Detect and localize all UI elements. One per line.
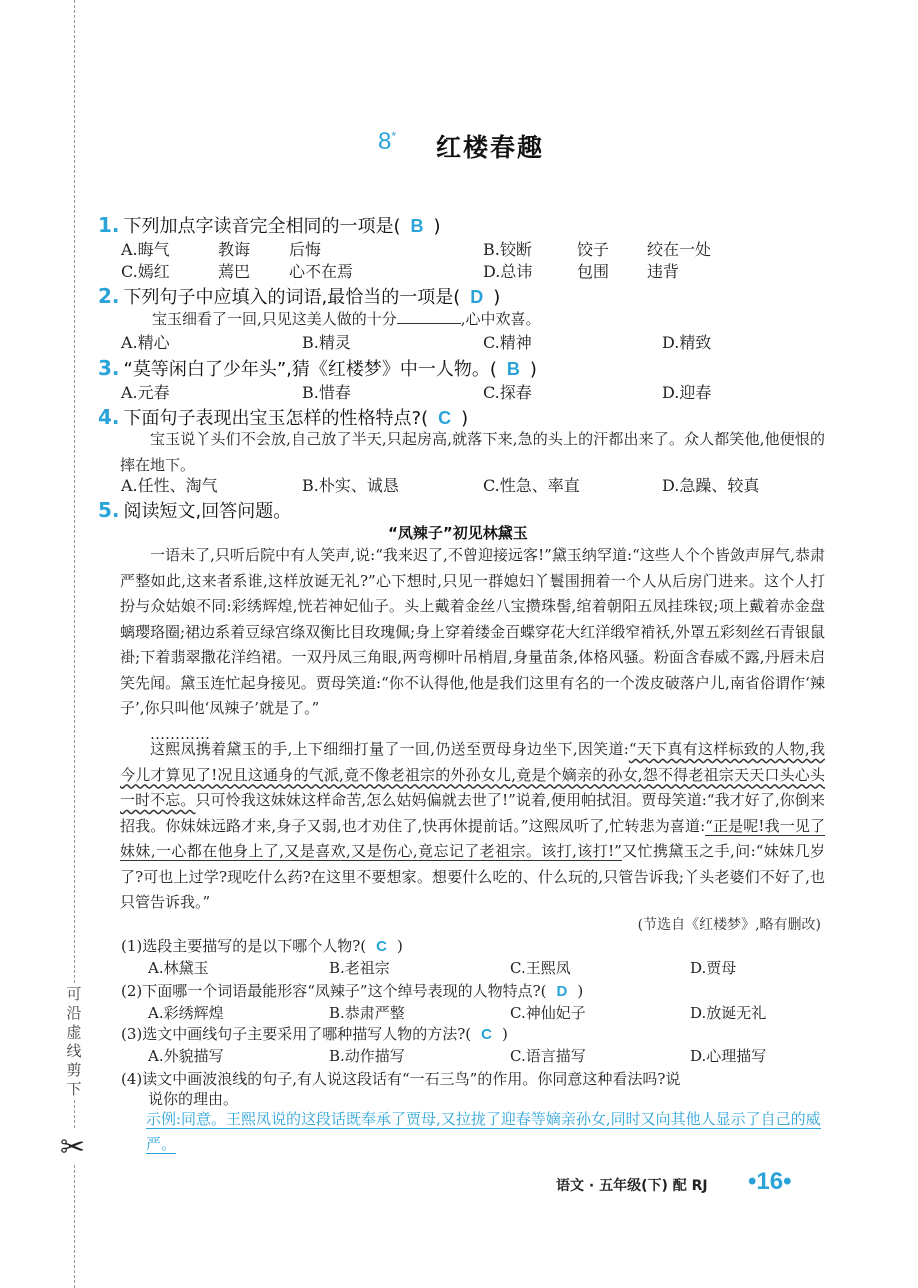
q1-option-b-2: 饺子 xyxy=(577,240,610,259)
ellipsis: ………… xyxy=(150,724,210,743)
wavy-underlined-text: “天下真有这样标致的人物,我今儿才算见了!况且这通身的气派,竟不像老祖宗的外孙女儿,竟是个嫡亲的孙女,怨不得老祖宗天天口头心头一时不忘。 xyxy=(120,740,825,809)
q3-option-b: B.惜春 xyxy=(302,383,351,402)
answer-sub3: C xyxy=(481,1026,492,1043)
q1-option-d-2: 包围 xyxy=(577,262,610,281)
cut-label: 可沿虚线剪下 xyxy=(62,985,86,1099)
q1-option-a-3: 后悔 xyxy=(289,240,322,259)
q2-option-c: C.精神 xyxy=(483,333,532,352)
underlined-text: “正是呢!我一见了妹妹,一心都在他身上了,又是喜欢,又是伤心,竟忘记了老祖宗。该打,该打!” xyxy=(120,816,825,860)
subquestion-4: (4)读文中画波浪线的句子,有人说这段话有“一石三鸟”的作用。你同意这种看法吗?说 xyxy=(121,1070,681,1088)
lesson-number: 8* xyxy=(378,128,397,155)
q2-sentence: 宝玉细看了一回,只见这美人做的十分 ,心中欢喜。 xyxy=(152,310,541,328)
q1-option-d-3: 违背 xyxy=(647,262,680,281)
subquestion-4-cont: 说你的理由。 xyxy=(148,1090,239,1108)
story-paragraph-2: 这熙凤携着黛玉的手,上下细细打量了一回,仍送至贾母身边坐下,因笑道:“天下真有这样标致的人物,我今儿才算见了!况且这通身的气派,竟不像老祖宗的外孙女儿,竟是个嫡亲的孙女,怨不得老祖宗天天口头心头一时不忘。只可怜我这妹妹这样命苦,怎么姑妈偏就去世了!”说着,便用帕拭泪。贾母笑道:“我才好了,你倒来招我。你妹妹远路才来,身子又弱,也才劝住了,快再休提前话。”这熙凤听了,忙转悲为喜道:“正是呢!我一见了妹妹,一心都在他身上了,又是喜欢,又是伤心,竟忘记了老祖宗。该打,该打!”又忙携黛玉之手,问:“妹妹几岁了?可也上过学?现吃什么药?在这里不要想家。想要什么吃的、什么玩的,只管告诉我;丫头老婆们不好了,也只管告诉我。” xyxy=(120,740,825,911)
answer-sub1: C xyxy=(376,938,387,955)
q3-option-d: D.迎春 xyxy=(662,383,712,402)
q3-option-a: A.元春 xyxy=(121,383,170,402)
answer-q1: B xyxy=(410,216,424,236)
q2-option-d: D.精致 xyxy=(662,333,712,352)
source-note: (节选自《红楼梦》,略有删改) xyxy=(637,917,821,933)
q1-option-c: C.嫣红 xyxy=(121,262,170,281)
lesson-title: 红楼春趣 xyxy=(436,133,545,162)
answer-sub2: D xyxy=(556,983,568,1000)
question-5: 5. 阅读短文,回答问题。 xyxy=(98,498,292,522)
q1-option-b-3: 绞在一处 xyxy=(647,240,712,259)
q1-option-a-2: 教诲 xyxy=(218,240,251,259)
subquestion-2: (2)下面哪一个词语最能形容“凤辣子”这个绰号表现的人物特点?( D ) xyxy=(121,982,584,1000)
sub3-option-d: D.心理描写 xyxy=(690,1047,767,1065)
sub3-option-c: C.语言描写 xyxy=(510,1047,586,1065)
sub1-option-c: C.王熙凤 xyxy=(510,959,571,977)
sub3-option-b: B.动作描写 xyxy=(329,1047,405,1065)
q1-option-c-2: 蔫巴 xyxy=(218,262,251,281)
scissors-icon: ✂ xyxy=(60,1130,86,1165)
q3-option-c: C.探春 xyxy=(483,383,532,402)
sub1-option-d: D.贾母 xyxy=(690,959,737,977)
question-2: 2. 下列句子中应填入的词语,最恰当的一项是( D ) xyxy=(98,284,501,308)
sub1-option-a: A.林黛玉 xyxy=(148,959,209,977)
subquestion-3: (3)选文中画线句子主要采用了哪种描写人物的方法?( C ) xyxy=(121,1025,508,1043)
subquestion-1: (1)选段主要描写的是以下哪个人物?( C ) xyxy=(121,937,403,955)
q1-option-a: A.晦气 xyxy=(121,240,170,259)
story-title: “凤辣子”初见林黛玉 xyxy=(388,524,528,542)
q4-option-d: D.急躁、较真 xyxy=(662,476,760,495)
question-4: 4. 下面句子表现出宝玉怎样的性格特点?( C ) xyxy=(98,405,469,429)
q2-option-b: B.精灵 xyxy=(302,333,351,352)
answer-q2: D xyxy=(470,287,484,307)
sub1-option-b: B.老祖宗 xyxy=(329,959,390,977)
q4-option-b: B.朴实、诚恳 xyxy=(302,476,399,495)
q1-option-c-3: 心不在焉 xyxy=(289,262,354,281)
sub2-option-a: A.彩绣辉煌 xyxy=(148,1004,224,1022)
q1-option-b: B.铰断 xyxy=(483,240,532,259)
question-1: 1. 下列加点字读音完全相同的一项是( B ) xyxy=(98,213,441,237)
fill-blank[interactable] xyxy=(397,323,461,324)
q2-option-a: A.精心 xyxy=(121,333,170,352)
q4-passage: 宝玉说丫头们不会放,自己放了半天,只起房高,就落下来,急的头上的汗都出来了。众人都笑他,他便恨的摔在地下。 xyxy=(120,430,825,474)
q1-option-d: D.总讳 xyxy=(483,262,533,281)
story-paragraph-1: 一语未了,只听后院中有人笑声,说:“我来迟了,不曾迎接远客!”黛玉纳罕道:“这些人个个皆敛声屏气,恭肃严整如此,这来者系谁,这样放诞无礼?”心下想时,只见一群媳妇丫鬟围拥着一个人从后房门进来。这个人打扮与众姑娘不同:彩绣辉煌,恍若神妃仙子。头上戴着金丝八宝攒珠髻,绾着朝阳五凤挂珠钗;项上戴着赤金盘螭璎珞圈;裙边系着豆绿宫绦双衡比目玫瑰佩;身上穿着缕金百蝶穿花大红洋缎窄褃袄,外罩五彩刻丝石青银鼠褂;下着翡翠撒花洋绉裙。一双丹凤三角眼,两弯柳叶吊梢眉,身量苗条,体格风骚。粉面含春威不露,丹唇未启笑先闻。黛玉连忙起身接见。贾母笑道:“你不认得他,他是我们这里有名的一个泼皮破落户儿,南省俗谓作‘辣子’,你只叫他‘凤辣子’就是了。” ………… xyxy=(120,543,825,747)
question-3: 3. “莫等闲白了少年头”,猜《红楼梦》中一人物。( B ) xyxy=(98,356,537,380)
footer-subject: 语文 · 五年级(下) 配 RJ xyxy=(556,1178,708,1194)
q4-option-a: A.任性、淘气 xyxy=(121,476,218,495)
answer-q4: C xyxy=(438,408,452,428)
page-number: •16• xyxy=(748,1168,792,1195)
sub2-option-d: D.放诞无礼 xyxy=(690,1004,767,1022)
sub2-option-b: B.恭肃严整 xyxy=(329,1004,405,1022)
sub3-option-a: A.外貌描写 xyxy=(148,1047,224,1065)
sub2-option-c: C.神仙妃子 xyxy=(510,1004,586,1022)
answer-sub4: 示例:同意。王熙凤说的这段话既奉承了贾母,又拉拢了迎春等嫡亲孙女,同时又向其他人显示了自己的威严。 xyxy=(146,1110,821,1153)
answer-q3: B xyxy=(506,359,520,379)
q4-option-c: C.性急、率直 xyxy=(483,476,580,495)
